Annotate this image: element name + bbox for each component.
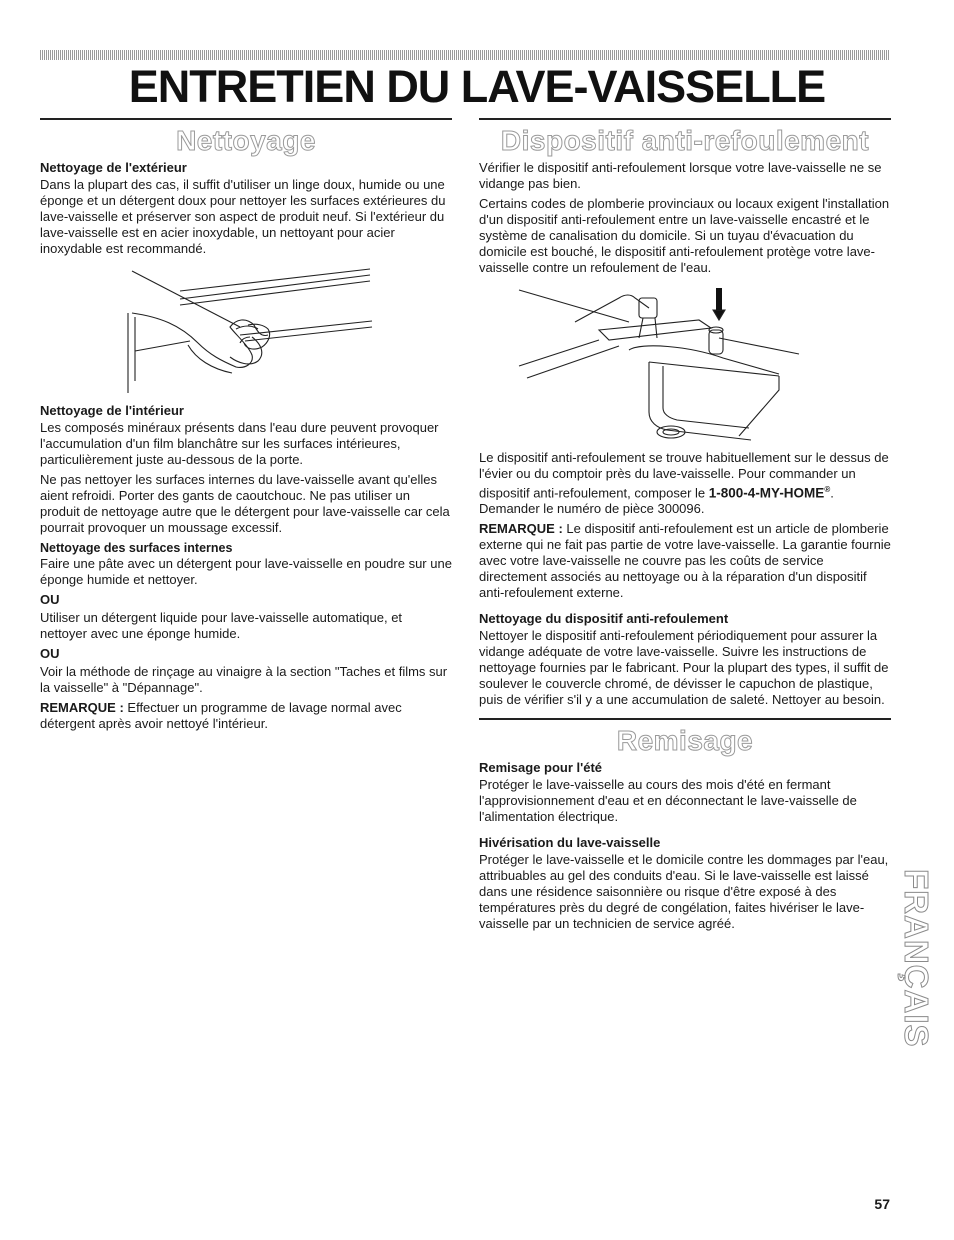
internal-text-3: Voir la méthode de rinçage au vinaigre à la section "Taches et films sur la vaisselle" à "Dépannage". <box>40 664 448 695</box>
left-note-label: REMARQUE : <box>40 700 124 715</box>
right-note-label: REMARQUE : <box>479 521 563 537</box>
or-label-1: OU <box>40 592 60 607</box>
section-title-cleaning: Nettoyage <box>176 125 316 156</box>
section-rule <box>479 118 891 120</box>
exterior-heading: Nettoyage de l'extérieur <box>40 160 187 175</box>
sink-air-gap-icon <box>479 282 891 446</box>
right-note-text: Le dispositif anti-refoulement est un article de plomberie externe qui ne fait pas partie de votre lave-vaisselle. La garantie fournie avec votre lave-vaisselle ne couvre pas les coûts de service directement associés au nettoyage ou à la réparation d'un dispositif anti-refoulement externe. <box>479 521 891 601</box>
winterizing-heading: Hivérisation du lave-vaisselle <box>479 835 661 851</box>
page-title: ENTRETIEN DU LAVE-VAISSELLE <box>128 61 826 112</box>
hand-wiping-door-icon <box>40 263 452 395</box>
air-gap-illustration <box>479 282 891 450</box>
left-note <box>40 700 452 732</box>
language-side-tab: FRANÇAIS <box>898 868 935 1048</box>
air-gap-text-2: Certains codes de plomberie provinciaux ou locaux exigent l'installation d'un dispositif anti-refoulement entre un lave-vaisselle encastré et le système de canalisation du domicile. Si un tuyau d'évacuation du domicile est bouché, le dispositif anti-refoulement protège votre lave-vaisselle contre un refoulement de l'eau. <box>479 196 890 275</box>
summer-storage-heading: Remisage pour l'été <box>479 760 603 776</box>
air-gap-cleaning-text: Nettoyer le dispositif anti-refoulement périodiquement pour assurer la vidange adéquate de votre lave-vaisselle. Suivre les instructions de nettoyage fournies par le fabricant. Pour la plupart des types, il suffit de soulever le couvercle chromé, de dévisser le capuchon de plastique, puis de vérifier s'il y a une accumulation de saleté. Nettoyer au besoin. <box>479 628 889 708</box>
phone-number: 1-800-4-MY-HOME <box>708 485 825 501</box>
internal-surfaces-heading: Nettoyage des surfaces internes <box>40 541 233 555</box>
interior-text-1: Les composés minéraux présents dans l'eau dure peuvent provoquer l'accumulation d'un film blanchâtre sur les surfaces intérieures, particulièrement juste au-dessous de la porte. <box>40 420 439 467</box>
left-column <box>40 118 452 736</box>
right-note <box>479 521 891 601</box>
winterizing-text: Protéger le lave-vaisselle et le domicile contre les dommages par l'eau, attribuables au gel des conduits d'eau. Si le lave-vaisselle est laissé dans une résidence saisonnière ou risque d'être exposé à des températures près du degré de congélation, faites hivériser le lave-vaisselle par un technicien de service agréé. <box>479 852 889 932</box>
exterior-cleaning-illustration <box>40 263 452 401</box>
section-title-air-gap: Dispositif anti-refoulement <box>500 125 870 156</box>
section-rule <box>40 118 452 120</box>
internal-text-1: Faire une pâte avec un détergent pour lave-vaisselle en poudre sur une éponge humide et nettoyer. <box>40 556 452 587</box>
air-gap-text-3a: Le dispositif anti-refoulement se trouve habituellement sur le dessus de l'évier ou du comptoir près du lave-vaisselle. Pour commander un dispositif anti-refoulement, composer le <box>479 450 889 501</box>
page-number: 57 <box>874 1196 890 1212</box>
registered-mark: ® <box>824 485 831 494</box>
left-note-text: Effectuer un programme de lavage normal avec détergent après avoir nettoyé l'intérieur. <box>40 700 402 731</box>
exterior-text: Dans la plupart des cas, il suffit d'utiliser un linge doux, humide ou une éponge et un détergent doux pour nettoyer les surfaces extérieures du lave-vaisselle et préserver son aspect de produit neuf. Si l'extérieur du lave-vaisselle est en acier inoxydable, un nettoyant pour acier inoxydable est recommandé. <box>40 177 446 256</box>
top-dotted-rule <box>40 50 890 60</box>
section-title-storage: Remisage <box>616 725 754 757</box>
or-label-2: OU <box>40 646 60 661</box>
section-rule <box>479 718 891 720</box>
interior-text-2: Ne pas nettoyer les surfaces internes du lave-vaisselle avant qu'elles aient refroidi. Porter des gants de caoutchouc. Ne pas utiliser un produit de nettoyage autre que le détergent pour lave-vaisselle car cela pourrait provoquer un moussage excessif. <box>40 472 450 535</box>
internal-text-2: Utiliser un détergent liquide pour lave-vaisselle automatique, et nettoyer avec une éponge humide. <box>40 610 403 641</box>
air-gap-text-1: Vérifier le dispositif anti-refoulement lorsque votre lave-vaisselle ne se vidange pas bien. <box>479 160 882 191</box>
interior-heading: Nettoyage de l'intérieur <box>40 403 184 418</box>
summer-storage-text: Protéger le lave-vaisselle au cours des mois d'été en fermant l'approvisionnement d'eau et en déconnectant le lave-vaisselle de l'alimentation électrique. <box>479 777 857 825</box>
right-column <box>479 118 891 936</box>
air-gap-text-3 <box>479 450 891 517</box>
air-gap-text-3b: . Demander le numéro de pièce 300096. <box>479 485 834 517</box>
air-gap-cleaning-heading: Nettoyage du dispositif anti-refoulement <box>479 611 729 627</box>
